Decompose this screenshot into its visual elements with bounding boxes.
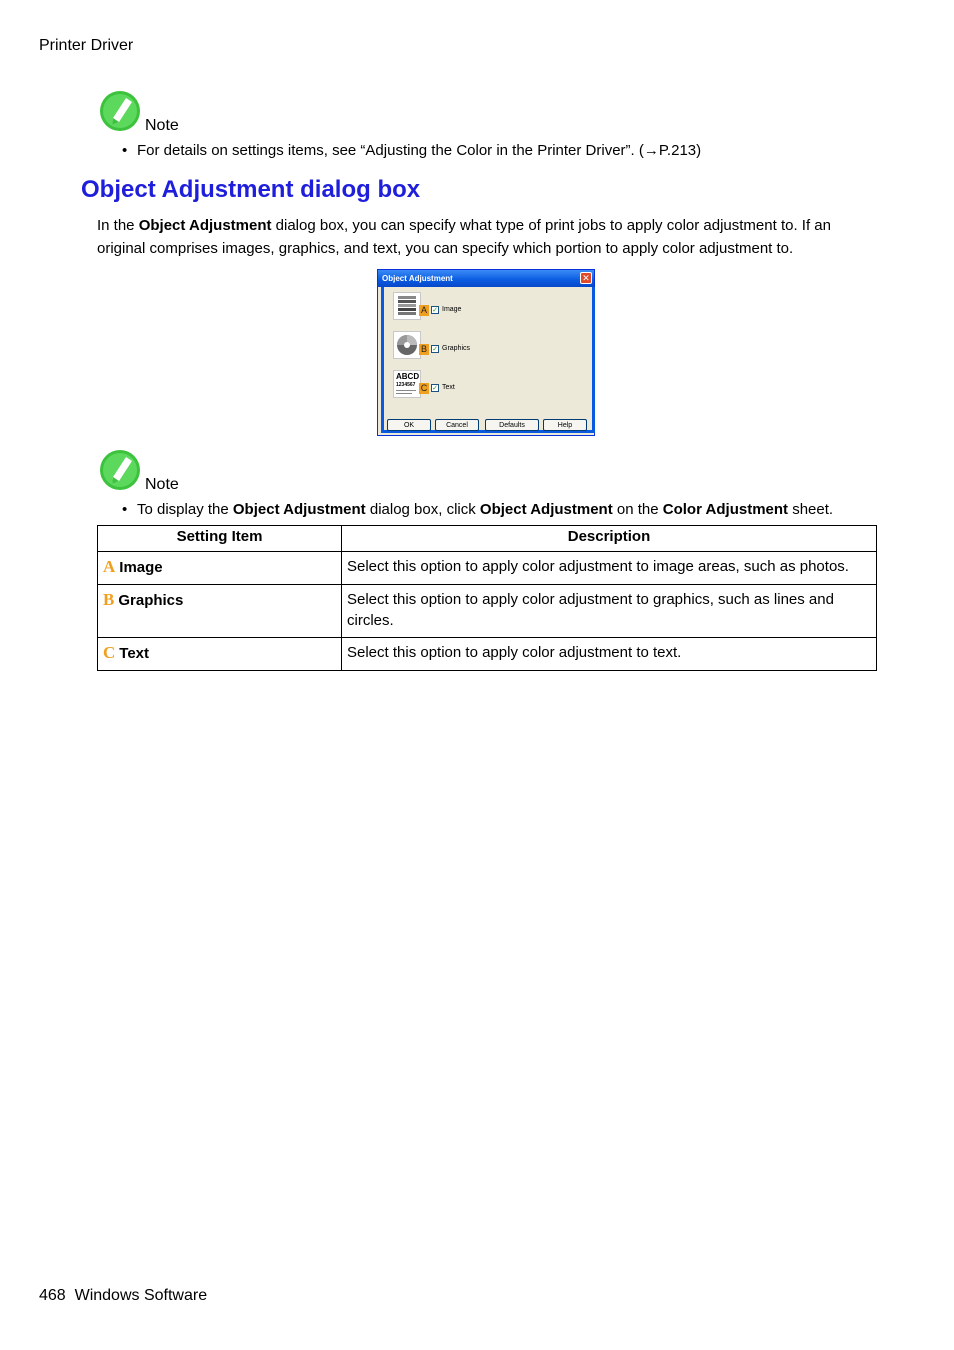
pencil-note-icon	[99, 90, 141, 132]
header-description: Description	[342, 526, 877, 552]
intro-text: In the	[97, 217, 139, 234]
bullet-dot: •	[122, 501, 128, 518]
note-text: For details on settings items, see “Adjusting the Color in the Printer Driver”. (→P.213)	[137, 142, 702, 159]
description-cell: Select this option to apply color adjustment to text.	[342, 638, 877, 671]
dialog-frame	[381, 287, 595, 433]
thumb-digits: 1234567	[396, 382, 416, 388]
graphics-checkbox-label: Graphics	[442, 345, 471, 352]
note-text: sheet.	[788, 501, 834, 518]
note-text: on the	[612, 501, 663, 518]
page-footer	[39, 1287, 207, 1305]
thumb-abcd: ABCD	[396, 372, 420, 381]
setting-cell	[98, 638, 342, 671]
setting-name: Image	[119, 559, 163, 576]
row-letter: B	[103, 590, 115, 609]
pencil-note-icon	[99, 449, 141, 491]
footer-section: Windows Software	[74, 1287, 208, 1304]
ok-button[interactable]: OK	[387, 419, 431, 431]
graphics-disc-icon	[394, 332, 420, 358]
option-graphics	[393, 331, 543, 359]
description-cell: Select this option to apply color adjustment to graphics, such as lines and circles.	[342, 585, 877, 638]
text-checkbox-label: Text	[442, 384, 455, 391]
note-bold: Color Adjustment	[662, 501, 789, 518]
image-thumbnail	[393, 292, 421, 320]
note-bold: Object Adjustment	[232, 501, 366, 518]
description-cell: Select this option to apply color adjustment to image areas, such as photos.	[342, 552, 877, 585]
defaults-button[interactable]: Defaults	[485, 419, 539, 431]
option-image	[393, 292, 543, 320]
page-number: 468	[39, 1287, 66, 1304]
bullet-dot: •	[122, 142, 128, 159]
note-text: dialog box, click	[365, 501, 480, 518]
intro-bold: Object Adjustment	[138, 217, 272, 234]
note-label: Note	[145, 476, 179, 493]
setting-name: Graphics	[118, 592, 184, 609]
cancel-button[interactable]: Cancel	[435, 419, 479, 431]
running-header: Printer Driver	[39, 37, 134, 54]
text-checkbox[interactable]: ✓	[432, 385, 438, 392]
image-checkbox-label: Image	[442, 306, 462, 313]
setting-cell	[98, 585, 342, 638]
intro-paragraph	[97, 214, 877, 260]
setting-cell	[98, 552, 342, 585]
graphics-checkbox[interactable]: ✓	[432, 346, 438, 353]
text-thumbnail	[393, 370, 421, 398]
image-stack-icon	[394, 293, 420, 319]
header-setting-item: Setting Item	[98, 526, 342, 552]
option-letter: A	[420, 305, 427, 315]
note-bullet	[122, 142, 702, 159]
settings-table	[97, 525, 877, 671]
dialog-title: Object Adjustment	[382, 274, 453, 283]
image-checkbox[interactable]: ✓	[432, 307, 438, 314]
table-row	[98, 585, 877, 638]
section-title: Object Adjustment dialog box	[81, 176, 421, 203]
note-bullet	[122, 501, 834, 518]
option-text	[393, 370, 543, 398]
dialog-titlebar	[378, 270, 594, 287]
thumb-line	[396, 390, 416, 391]
note-text: To display the	[137, 501, 233, 518]
option-letter: B	[420, 344, 427, 354]
object-adjustment-dialog	[377, 269, 595, 436]
graphics-thumbnail	[393, 331, 421, 359]
help-button[interactable]: Help	[543, 419, 587, 431]
table-row	[98, 552, 877, 585]
note-bold: Object Adjustment	[479, 501, 613, 518]
table-header-row	[98, 526, 877, 552]
close-button[interactable]: ✕	[580, 272, 592, 284]
row-letter: A	[103, 557, 116, 576]
table-row	[98, 638, 877, 671]
option-letter: C	[420, 383, 428, 393]
note-label: Note	[145, 117, 179, 134]
row-letter: C	[103, 643, 116, 662]
thumb-line	[396, 393, 412, 394]
intro-text: dialog box, you can specify what type of print jobs to apply color adjustment to. If an original comprises images, graphics, and text, you can specify which portion to apply color adjustment to.	[97, 217, 831, 257]
setting-name: Text	[119, 645, 150, 662]
